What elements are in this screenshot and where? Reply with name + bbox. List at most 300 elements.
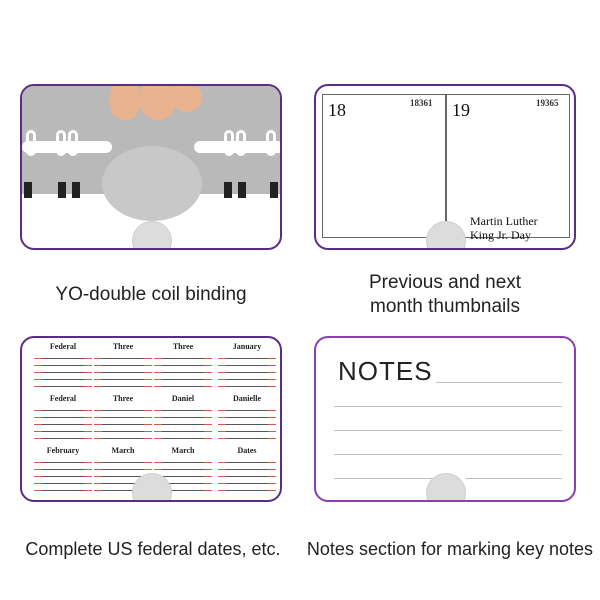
mini-calendar-day	[75, 478, 83, 484]
mini-calendar-day	[34, 412, 42, 418]
mini-calendar-title: Dates	[237, 446, 257, 455]
mini-calendar-grid	[94, 405, 152, 439]
mini-calendar-day	[226, 360, 234, 366]
coil-ring	[56, 130, 66, 156]
mini-calendar-day	[268, 478, 276, 484]
mini-calendar-day	[187, 464, 195, 470]
mini-calendar-day	[204, 471, 212, 477]
mini-calendar-day	[187, 478, 195, 484]
mini-calendar-title: Three	[112, 394, 134, 403]
thumbnails-caption	[314, 271, 576, 319]
mini-calendar-day	[94, 485, 102, 491]
mini-calendar-day	[51, 478, 59, 484]
mini-calendar	[34, 446, 92, 491]
mini-calendar-day	[235, 426, 243, 432]
mini-calendar-day	[243, 360, 251, 366]
mini-calendar-day	[268, 405, 276, 411]
mini-calendar-day	[218, 426, 226, 432]
mini-calendar-day	[243, 381, 251, 387]
mini-calendar-day	[251, 419, 259, 425]
mini-calendar-day	[226, 374, 234, 380]
mini-calendar-day	[127, 367, 135, 373]
mini-calendar-day	[119, 374, 127, 380]
mini-calendar-day	[119, 426, 127, 432]
mini-calendar-day	[102, 485, 110, 491]
mini-calendar-day	[144, 360, 152, 366]
mini-calendar-day	[127, 471, 135, 477]
mini-calendar-day	[179, 464, 187, 470]
mini-calendar-day	[162, 374, 170, 380]
mini-calendar-day	[135, 374, 143, 380]
mini-calendar-day	[179, 360, 187, 366]
mini-calendar-day	[102, 471, 110, 477]
mini-calendar-day	[154, 367, 162, 373]
mini-calendar-day	[259, 478, 267, 484]
mini-calendar-day	[204, 485, 212, 491]
mini-calendar-day	[94, 374, 102, 380]
mini-calendar-day	[154, 412, 162, 418]
mini-calendar-day	[94, 412, 102, 418]
mini-calendar	[218, 446, 276, 491]
mini-calendar-day	[111, 353, 119, 359]
mini-calendar-day	[235, 374, 243, 380]
mini-calendar	[154, 342, 212, 387]
mini-calendar-day	[235, 478, 243, 484]
mini-calendar-day	[251, 412, 259, 418]
mini-calendar-day	[187, 360, 195, 366]
mini-calendar-day	[119, 478, 127, 484]
mini-calendar-title: Three	[172, 342, 194, 351]
mini-calendar-day	[84, 485, 92, 491]
mini-calendar-day	[259, 405, 267, 411]
mini-calendar-day	[259, 426, 267, 432]
mini-calendar-title: Danielle	[233, 394, 261, 403]
thumbnails-caption-line-1: Previous and next	[368, 272, 522, 293]
mini-calendar-day	[102, 360, 110, 366]
mini-calendar-grid	[218, 457, 276, 491]
mini-calendar-day	[171, 381, 179, 387]
mini-calendar-day	[235, 457, 243, 463]
mini-calendar-day	[268, 419, 276, 425]
mini-calendar-day	[162, 464, 170, 470]
left-day-code: 18361	[410, 98, 433, 108]
mini-calendar-grid	[34, 405, 92, 439]
mini-calendar-title: March	[171, 446, 195, 455]
mini-calendar-day	[144, 367, 152, 373]
mini-calendar-day	[75, 353, 83, 359]
mini-calendar-day	[243, 426, 251, 432]
mini-calendar-day	[59, 374, 67, 380]
mini-calendar-day	[84, 405, 92, 411]
mini-calendar-day	[34, 471, 42, 477]
mini-calendar-day	[268, 471, 276, 477]
mini-calendar-day	[59, 353, 67, 359]
mini-calendar-day	[187, 353, 195, 359]
mini-calendar-day	[84, 464, 92, 470]
mini-calendar-day	[75, 412, 83, 418]
mini-calendar-day	[34, 457, 42, 463]
mini-calendar-day	[218, 478, 226, 484]
mini-calendar-day	[111, 478, 119, 484]
mini-calendar-day	[94, 478, 102, 484]
mini-calendar-day	[119, 464, 127, 470]
mini-calendar-day	[179, 412, 187, 418]
mini-calendar-day	[42, 471, 50, 477]
right-day-code: 19365	[536, 98, 559, 108]
mini-calendar-day	[94, 457, 102, 463]
mini-calendar-day	[154, 426, 162, 432]
mini-calendar-day	[34, 478, 42, 484]
mini-calendar-day	[171, 374, 179, 380]
mini-calendar-day	[162, 381, 170, 387]
mini-calendar-day	[251, 426, 259, 432]
mini-calendar-day	[162, 367, 170, 373]
mini-calendar-day	[144, 381, 152, 387]
coil-clip	[24, 182, 32, 198]
mini-calendar-day	[135, 419, 143, 425]
coil-ring	[68, 130, 78, 156]
mini-calendar	[94, 342, 152, 387]
mini-calendar-day	[171, 471, 179, 477]
mini-calendar-day	[42, 381, 50, 387]
mini-calendar-day	[75, 405, 83, 411]
notes-line	[436, 382, 562, 383]
binding-caption: YO-double coil binding	[55, 284, 247, 305]
mini-calendar-day	[162, 426, 170, 432]
mini-calendar-day	[179, 367, 187, 373]
mini-calendar-day	[135, 405, 143, 411]
mini-calendar-day	[195, 419, 203, 425]
mini-calendar-day	[59, 485, 67, 491]
mini-calendar-day	[42, 464, 50, 470]
mini-calendar-day	[34, 353, 42, 359]
mini-calendar	[94, 394, 152, 439]
mini-calendar-day	[67, 419, 75, 425]
mini-calendar-day	[59, 433, 67, 439]
mini-calendar-day	[154, 381, 162, 387]
coil-ring	[224, 130, 234, 156]
mini-calendar-day	[204, 367, 212, 373]
mini-calendar-day	[154, 457, 162, 463]
mini-calendar-grid	[218, 353, 276, 387]
mini-calendar-day	[119, 419, 127, 425]
mini-calendar-day	[51, 374, 59, 380]
mini-calendar-day	[75, 419, 83, 425]
mini-calendar-day	[51, 381, 59, 387]
mini-calendar-day	[187, 374, 195, 380]
mini-calendar-day	[42, 412, 50, 418]
mini-calendar-day	[67, 478, 75, 484]
mini-calendar-day	[94, 426, 102, 432]
mini-calendar-day	[187, 457, 195, 463]
mini-calendar-day	[144, 412, 152, 418]
mini-calendar-day	[154, 464, 162, 470]
mini-calendar-day	[218, 381, 226, 387]
mini-calendar-day	[94, 464, 102, 470]
mini-calendar-day	[195, 353, 203, 359]
mini-calendar-day	[102, 433, 110, 439]
mini-calendar-day	[195, 360, 203, 366]
mini-calendar-day	[135, 433, 143, 439]
mini-calendar-title: Three	[112, 342, 134, 351]
mini-calendar-day	[195, 464, 203, 470]
mini-calendar-day	[42, 353, 50, 359]
mini-calendar-day	[51, 464, 59, 470]
mini-calendar-day	[243, 353, 251, 359]
mini-calendar-day	[218, 374, 226, 380]
mini-calendar-day	[67, 360, 75, 366]
mini-calendar-day	[259, 433, 267, 439]
mini-calendar-day	[235, 381, 243, 387]
mini-calendar-grid	[94, 353, 152, 387]
mini-calendar-day	[111, 471, 119, 477]
mini-calendar-day	[67, 412, 75, 418]
mini-calendar-day	[204, 419, 212, 425]
mini-calendar-day	[179, 405, 187, 411]
mini-calendar-day	[251, 471, 259, 477]
mini-calendar-day	[171, 367, 179, 373]
mini-calendar-day	[226, 405, 234, 411]
mini-calendar-day	[268, 412, 276, 418]
mini-calendar-day	[268, 381, 276, 387]
mini-calendar-day	[144, 353, 152, 359]
mini-calendar-day	[171, 353, 179, 359]
finger-image	[110, 84, 140, 120]
mini-calendar-day	[51, 353, 59, 359]
mini-calendar-day	[195, 374, 203, 380]
mini-calendar-day	[243, 405, 251, 411]
notes-line	[334, 406, 562, 407]
mini-calendar-day	[243, 412, 251, 418]
mini-calendar-title: February	[46, 446, 80, 455]
mini-calendar-day	[268, 353, 276, 359]
mini-calendar-day	[111, 374, 119, 380]
mini-calendar-day	[42, 457, 50, 463]
mini-calendar-day	[102, 353, 110, 359]
mini-calendar-day	[243, 374, 251, 380]
mini-calendar-day	[119, 405, 127, 411]
mini-calendar-title: Federal	[49, 394, 77, 403]
mini-calendar-day	[127, 412, 135, 418]
mini-calendar-day	[251, 374, 259, 380]
mini-calendar-day	[111, 485, 119, 491]
mini-calendar-day	[187, 412, 195, 418]
mini-calendar-day	[162, 412, 170, 418]
mini-calendar-day	[179, 374, 187, 380]
mini-calendar-day	[135, 457, 143, 463]
mini-calendar-day	[75, 374, 83, 380]
mini-calendar-day	[75, 464, 83, 470]
mini-calendar-day	[171, 412, 179, 418]
mini-calendar-day	[67, 426, 75, 432]
mini-calendar-day	[204, 426, 212, 432]
mini-calendar-day	[195, 412, 203, 418]
mini-calendar-day	[51, 457, 59, 463]
mini-calendar-day	[195, 405, 203, 411]
mini-calendar-day	[102, 419, 110, 425]
mini-calendar-day	[195, 433, 203, 439]
mini-calendar-day	[226, 381, 234, 387]
mini-calendar-day	[135, 412, 143, 418]
mini-calendar-day	[226, 367, 234, 373]
mini-calendar-day	[102, 426, 110, 432]
mini-calendar-day	[135, 353, 143, 359]
coil-clip	[58, 182, 66, 198]
mini-calendar-day	[42, 367, 50, 373]
mini-calendar-day	[162, 405, 170, 411]
mini-calendar-day	[67, 353, 75, 359]
mini-calendar-day	[154, 405, 162, 411]
mini-calendar-day	[162, 353, 170, 359]
mini-calendar-day	[111, 412, 119, 418]
mini-calendar-day	[119, 381, 127, 387]
mini-calendar-day	[94, 433, 102, 439]
mini-calendar-day	[59, 419, 67, 425]
mini-calendar-day	[119, 412, 127, 418]
mini-calendar-day	[204, 360, 212, 366]
mini-calendar-day	[204, 412, 212, 418]
mini-calendar-day	[144, 405, 152, 411]
mini-calendar-day	[226, 457, 234, 463]
mini-calendar-day	[127, 419, 135, 425]
mini-calendar-day	[34, 374, 42, 380]
mini-calendar-day	[102, 464, 110, 470]
mini-calendar-day	[84, 471, 92, 477]
mini-calendar-day	[59, 457, 67, 463]
mini-calendar-day	[51, 405, 59, 411]
mini-calendar-day	[259, 381, 267, 387]
mini-calendar-day	[111, 464, 119, 470]
mini-calendar-day	[94, 353, 102, 359]
mini-calendar-day	[84, 433, 92, 439]
mini-calendar-day	[218, 353, 226, 359]
mini-calendar-day	[259, 485, 267, 491]
mini-calendar-day	[127, 381, 135, 387]
mini-calendar-day	[51, 360, 59, 366]
mini-calendar-day	[179, 457, 187, 463]
mini-calendar-day	[251, 457, 259, 463]
mini-calendar-day	[171, 360, 179, 366]
mini-calendar-day	[34, 367, 42, 373]
mini-calendar-day	[195, 471, 203, 477]
mini-calendar-day	[75, 485, 83, 491]
mini-calendar-day	[179, 426, 187, 432]
mini-calendar-day	[235, 367, 243, 373]
mini-calendar-day	[268, 464, 276, 470]
coil-clip	[72, 182, 80, 198]
mini-calendar-day	[67, 433, 75, 439]
mini-calendar-day	[154, 374, 162, 380]
mini-calendar-day	[119, 353, 127, 359]
mini-calendar-grid	[154, 405, 212, 439]
mini-calendar-day	[226, 471, 234, 477]
mini-calendar-day	[84, 412, 92, 418]
mini-calendar-day	[171, 419, 179, 425]
mini-calendar-day	[226, 464, 234, 470]
mini-calendar-day	[119, 457, 127, 463]
mini-calendar-day	[218, 419, 226, 425]
mini-calendar-day	[67, 405, 75, 411]
mini-calendar-day	[34, 419, 42, 425]
mini-calendar-day	[34, 464, 42, 470]
thumbnails-caption-line-2: month thumbnails	[370, 296, 520, 317]
mini-calendar-day	[195, 426, 203, 432]
mini-calendar-day	[111, 360, 119, 366]
mini-calendar-day	[59, 367, 67, 373]
federal-caption: Complete US federal dates, etc.	[25, 539, 281, 559]
mini-calendar-day	[204, 405, 212, 411]
mini-calendar-day	[226, 353, 234, 359]
mini-calendar-day	[127, 464, 135, 470]
mini-calendar-day	[135, 360, 143, 366]
mini-calendar-day	[251, 433, 259, 439]
mini-calendar-day	[171, 433, 179, 439]
month-thumbnails-panel	[314, 84, 576, 250]
mini-calendar-day	[243, 457, 251, 463]
mini-calendar-day	[67, 471, 75, 477]
mini-calendar	[34, 342, 92, 387]
mini-calendar-day	[251, 478, 259, 484]
mini-calendar-day	[154, 419, 162, 425]
mini-calendar-day	[187, 471, 195, 477]
mini-calendar-day	[268, 374, 276, 380]
mini-calendar-day	[218, 405, 226, 411]
mini-calendar-day	[94, 381, 102, 387]
mini-calendar-day	[268, 457, 276, 463]
mini-calendar-day	[144, 433, 152, 439]
notes-line	[334, 454, 562, 455]
mini-calendar-day	[243, 478, 251, 484]
mini-calendar-day	[179, 433, 187, 439]
mini-calendar-grid	[218, 405, 276, 439]
coil-ring	[266, 130, 276, 156]
mini-calendar-day	[218, 485, 226, 491]
mini-calendar-day	[75, 367, 83, 373]
mini-calendar-day	[243, 433, 251, 439]
mini-calendar-day	[235, 412, 243, 418]
mini-calendar-day	[119, 471, 127, 477]
mini-calendar-day	[204, 353, 212, 359]
mini-calendar-day	[67, 381, 75, 387]
mini-calendar-day	[84, 457, 92, 463]
coil-clip	[238, 182, 246, 198]
mini-calendar-day	[42, 433, 50, 439]
notes-line	[334, 430, 562, 431]
mini-calendar-day	[84, 374, 92, 380]
mini-calendar-day	[94, 471, 102, 477]
mini-calendar-day	[67, 457, 75, 463]
mini-calendar-day	[251, 405, 259, 411]
mini-calendar-day	[171, 426, 179, 432]
mini-calendar-day	[84, 478, 92, 484]
mini-calendar-day	[111, 457, 119, 463]
mini-calendar-day	[102, 405, 110, 411]
mini-calendar	[154, 394, 212, 439]
mini-calendar-day	[51, 367, 59, 373]
notes-caption: Notes section for marking key notes	[306, 539, 594, 559]
mini-calendar-day	[51, 433, 59, 439]
mini-calendar-day	[94, 419, 102, 425]
mini-calendar-day	[42, 419, 50, 425]
mini-calendar-day	[218, 471, 226, 477]
mini-calendar-grid	[34, 353, 92, 387]
mini-calendar-day	[187, 485, 195, 491]
mini-calendar-day	[235, 353, 243, 359]
mini-calendar-day	[235, 485, 243, 491]
mini-calendar-day	[259, 374, 267, 380]
mini-calendar-day	[187, 405, 195, 411]
mini-calendar-day	[135, 426, 143, 432]
